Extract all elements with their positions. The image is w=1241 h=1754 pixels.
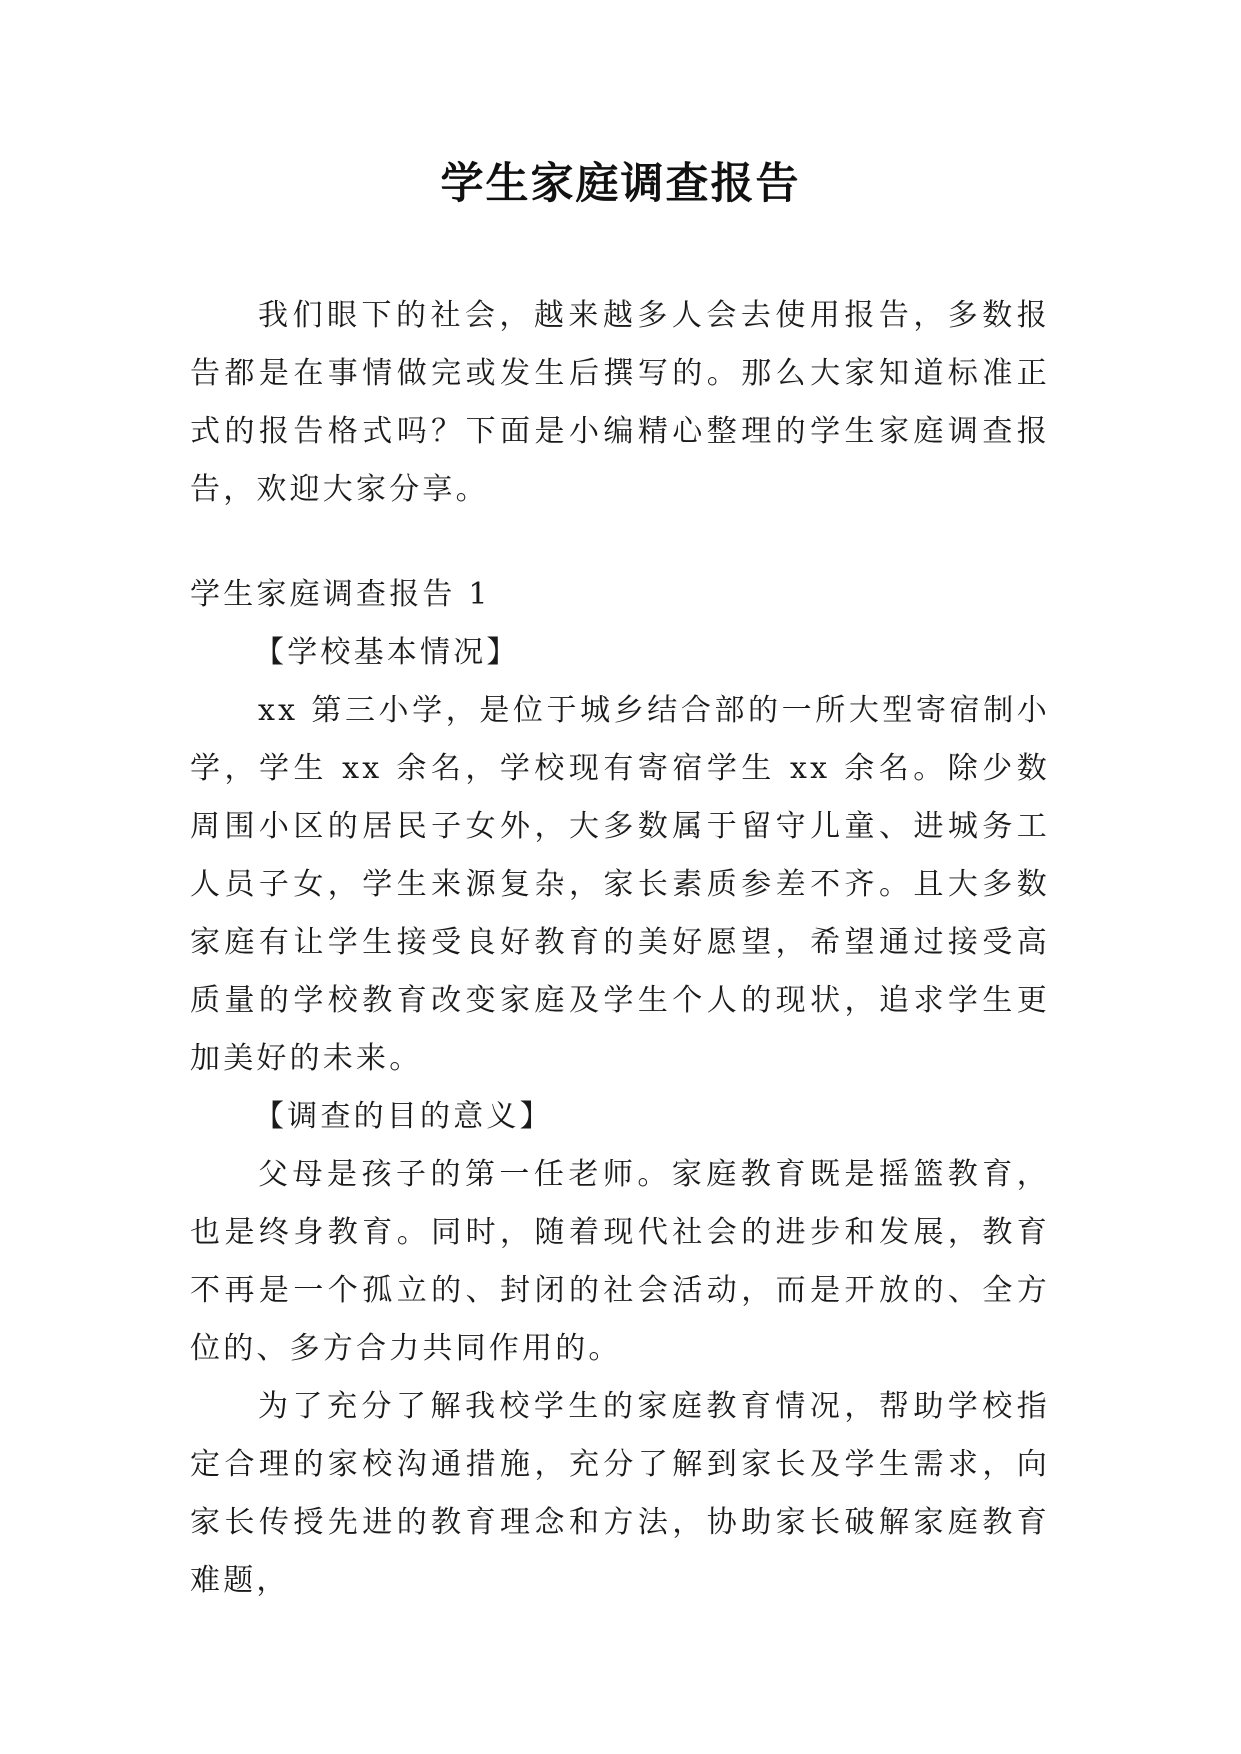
survey-purpose-paragraph-2: 为了充分了解我校学生的家庭教育情况，帮助学校指定合理的家校沟通措施，充分了解到家长及学生需求，向家长传授先进的教育理念和方法，协助家长破解家庭教育难题， [190,1389,1050,1598]
page-title: 学生家庭调查报告 [440,159,801,209]
section-title: 学生家庭调查报告 1 [190,577,491,612]
survey-purpose-paragraph-1: 父母是孩子的第一任老师。家庭教育既是摇篮教育，也是终身教育。同时，随着现代社会的进步和发展，教育不再是一个孤立的、封闭的社会活动，而是开放的、全方位的、多方合力共同作用的。 [190,1157,1050,1366]
heading-school-basics: 【学校基本情况】 [254,635,520,670]
school-basics-paragraph: xx 第三小学，是位于城乡结合部的一所大型寄宿制小学，学生 xx 余名，学校现有寄宿学生 xx 余名。除少数周围小区的居民子女外，大多数属于留守儿童、进城务工人员子女，学生来源复杂，家长素质参差不齐。且大多数家庭有让学生接受良好教育的美好愿望，希望通过接受高质量的学校教育改变家庭及学生个人的现状，追求学生更加美好的未来。 [190,693,1050,1076]
intro-paragraph: 我们眼下的社会，越来越多人会去使用报告，多数报告都是在事情做完或发生后撰写的。那么大家知道标准正式的报告格式吗？下面是小编精心整理的学生家庭调查报告，欢迎大家分享。 [190,298,1050,507]
document-body [190,287,1050,1610]
heading-survey-purpose: 【调查的目的意义】 [254,1099,553,1134]
